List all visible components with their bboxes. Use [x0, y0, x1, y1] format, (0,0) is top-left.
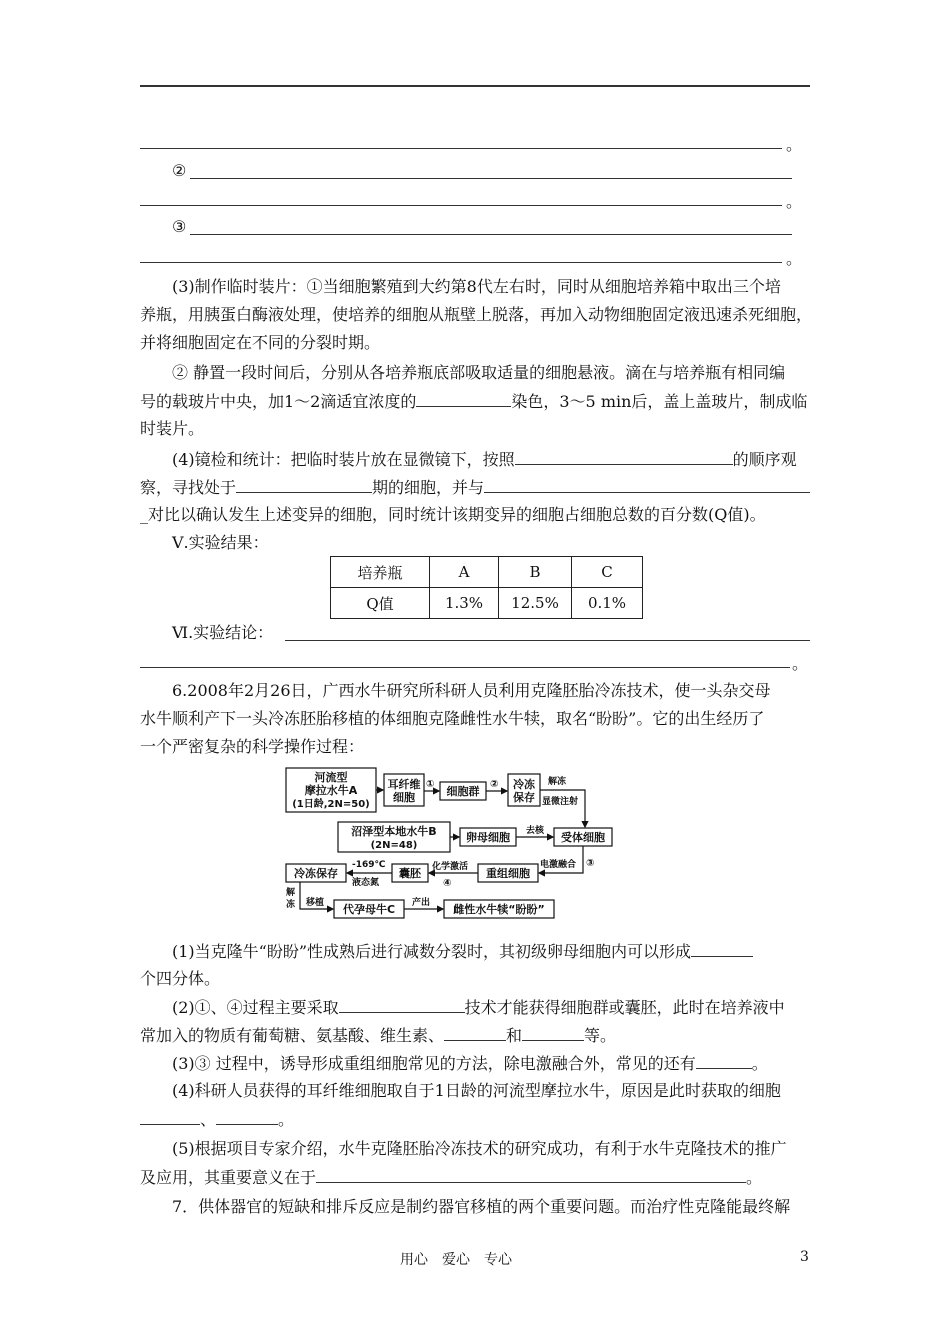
- answer-line: [140, 667, 790, 668]
- box-embryo-text: 囊胚: [399, 867, 421, 880]
- result-label: Ⅴ.实验结果：: [172, 533, 269, 552]
- thaw2-label: 解: [286, 888, 296, 898]
- reason-blank-2[interactable]: [216, 1108, 278, 1125]
- q7-line1: 7．供体器官的短缺和排斥反应是制约器官移植的两个重要问题。而治疗性克隆能最终解: [172, 1197, 791, 1216]
- cloning-flow-diagram: [280, 762, 620, 922]
- step-mark-1: ①: [426, 779, 435, 790]
- method-blank[interactable]: [696, 1052, 752, 1069]
- box-oocyte-text: 卵母细胞: [466, 831, 510, 844]
- period: 。: [786, 135, 803, 154]
- substance-blank-2[interactable]: [522, 1024, 584, 1041]
- period: 。: [786, 249, 803, 268]
- box-b-text: 沼泽型本地水牛B: [351, 825, 437, 838]
- table-header-cell: 培养瓶: [331, 557, 430, 588]
- thaw-label: 解冻: [548, 777, 567, 787]
- step-mark-2: ②: [490, 779, 499, 790]
- compare-blank[interactable]: [484, 476, 810, 493]
- substance-blank-1[interactable]: [444, 1024, 506, 1041]
- step4-line3: _对比以确认发生上述变异的细胞，同时统计该期变异的细胞占细胞总数的百分数(Q值)。: [140, 505, 766, 524]
- table-cell: Q值: [331, 588, 430, 619]
- table-cell: 12.5%: [499, 588, 572, 619]
- item-mark-3: ③: [172, 217, 187, 236]
- step3-line3: 并将细胞固定在不同的分裂时期。: [140, 333, 381, 352]
- stain-blank[interactable]: [416, 390, 511, 407]
- q6-1-line2: 个四分体。: [140, 969, 221, 988]
- q6-1-line1: (1)当克隆牛“盼盼”性成熟后进行减数分裂时，其初级卵母细胞内可以形成: [172, 940, 753, 963]
- step3b-line1: ② 静置一段时间后，分别从各培养瓶底部吸取适量的细胞悬液。滴在与培养瓶有相同编: [172, 363, 786, 382]
- q6-4-line2: 、 。: [140, 1108, 294, 1131]
- q6-5-line2: 及应用，其重要意义在于 。: [140, 1168, 763, 1187]
- phase-blank[interactable]: [236, 476, 372, 493]
- q6-3-line1: (3)③ 过程中，诱导形成重组细胞常见的方法，除电激融合外，常见的还有 。: [172, 1054, 768, 1073]
- q6-5-line1: (5)根据项目专家介绍，水牛克隆胚胎冷冻技术的研究成功，有利于水牛克隆技术的推广: [172, 1139, 787, 1158]
- table-cell: 1.3%: [430, 588, 499, 619]
- answer-line: [140, 262, 782, 263]
- box-fiber-text: 细胞: [393, 791, 415, 804]
- step3b-line2: 号的载玻片中央，加1～2滴适宜浓度的 染色，3～5 min后，盖上盖玻片，制成临: [140, 392, 808, 411]
- step4-line1: (4)镜检和统计：把临时装片放在显微镜下，按照 的顺序观: [172, 450, 797, 469]
- box-calf-text: 雌性水牛犊“盼盼”: [453, 903, 545, 916]
- item-mark-2: ②: [172, 161, 187, 180]
- q6-2-line1: (2)①、④过程主要采取 技术才能获得细胞群或囊胚，此时在培养液中: [172, 998, 785, 1017]
- table-header-cell: A: [430, 557, 499, 588]
- step3b-line3: 时装片。: [140, 419, 205, 438]
- q6-intro-line3: 一个严密复杂的科学操作过程：: [140, 737, 365, 756]
- period: 。: [786, 192, 803, 211]
- transplant-label: 移植: [306, 898, 325, 908]
- box-b-text: (2N=48): [370, 840, 418, 851]
- step4-line2: 察，寻找处于 期的细胞，并与: [140, 476, 810, 499]
- box-surrogate-text: 代孕母牛C: [342, 903, 396, 916]
- fusion-label: 电激融合: [540, 860, 577, 870]
- box-recipient-text: 受体细胞: [561, 831, 605, 844]
- activate-label: 化学激活: [432, 862, 469, 872]
- technique-blank[interactable]: [339, 996, 465, 1013]
- page-number: 3: [800, 1249, 809, 1265]
- q6-intro-line1: 6.2008年2月26日，广西水牛研究所科研人员利用克隆胚胎冷冻技术，使一头杂交母: [172, 681, 771, 700]
- box-cells-text: 细胞群: [446, 785, 480, 798]
- header-rule: [140, 85, 810, 87]
- q6-2-line2: 常加入的物质有葡萄糖、氨基酸、维生素、 和 等。: [140, 1026, 617, 1045]
- box-a-text: 河流型: [314, 771, 348, 784]
- step3-line2: 养瓶，用胰蛋白酶液处理，使培养的细胞从瓶壁上脱落，再加入动物细胞固定液迅速杀死细胞，: [140, 305, 813, 324]
- temp-label: 液态氮: [352, 878, 380, 888]
- enucleate-label: 去核: [526, 826, 545, 836]
- q6-intro-line2: 水牛顺利产下一头冷冻胚胎移植的体细胞克隆雌性水牛犊，取名“盼盼”。它的出生经历了: [140, 709, 765, 728]
- q6-4-line1: (4)科研人员获得的耳纤维细胞取自于1日龄的河流型摩拉水牛，原因是此时获取的细胞: [172, 1081, 781, 1100]
- box-a-text: 摩拉水牛A: [304, 784, 358, 797]
- result-table: [330, 556, 643, 619]
- conclusion-label: Ⅵ.实验结论：: [172, 623, 274, 642]
- tetrad-blank[interactable]: [691, 940, 753, 957]
- box-recon-text: 重组细胞: [486, 867, 530, 880]
- period: 。: [792, 654, 809, 673]
- table-cell: 0.1%: [572, 588, 643, 619]
- answer-line: [140, 205, 782, 206]
- step-mark-3: ③: [586, 858, 595, 869]
- answer-line: [285, 640, 810, 641]
- answer-line: [190, 178, 792, 179]
- thaw2-label: 冻: [286, 900, 296, 910]
- birth-label: 产出: [412, 898, 431, 908]
- arrow: [540, 790, 585, 827]
- reason-blank-1[interactable]: [140, 1108, 200, 1125]
- answer-line: [140, 148, 782, 149]
- order-blank[interactable]: [515, 448, 733, 465]
- step-mark-4: ④: [443, 878, 452, 889]
- box-freeze1-text: 冷冻: [513, 778, 535, 791]
- footer-motto: 用心 爱心 专心: [400, 1252, 512, 1268]
- box-freeze2-text: 冷冻保存: [294, 867, 338, 880]
- table-row: [331, 588, 643, 619]
- thaw-label: 显微注射: [542, 797, 579, 807]
- table-header-cell: B: [499, 557, 572, 588]
- temp-label: -169℃: [352, 860, 386, 870]
- table-header-row: [331, 557, 643, 588]
- box-fiber-text: 耳纤维: [387, 778, 421, 791]
- step3-line1: (3)制作临时装片：①当细胞繁殖到大约第8代左右时，同时从细胞培养箱中取出三个培: [172, 277, 781, 296]
- significance-blank[interactable]: [316, 1166, 746, 1183]
- box-freeze1-text: 保存: [513, 791, 535, 804]
- table-header-cell: C: [572, 557, 643, 588]
- answer-line: [190, 234, 792, 235]
- box-a-text: (1日龄,2N=50): [292, 799, 370, 810]
